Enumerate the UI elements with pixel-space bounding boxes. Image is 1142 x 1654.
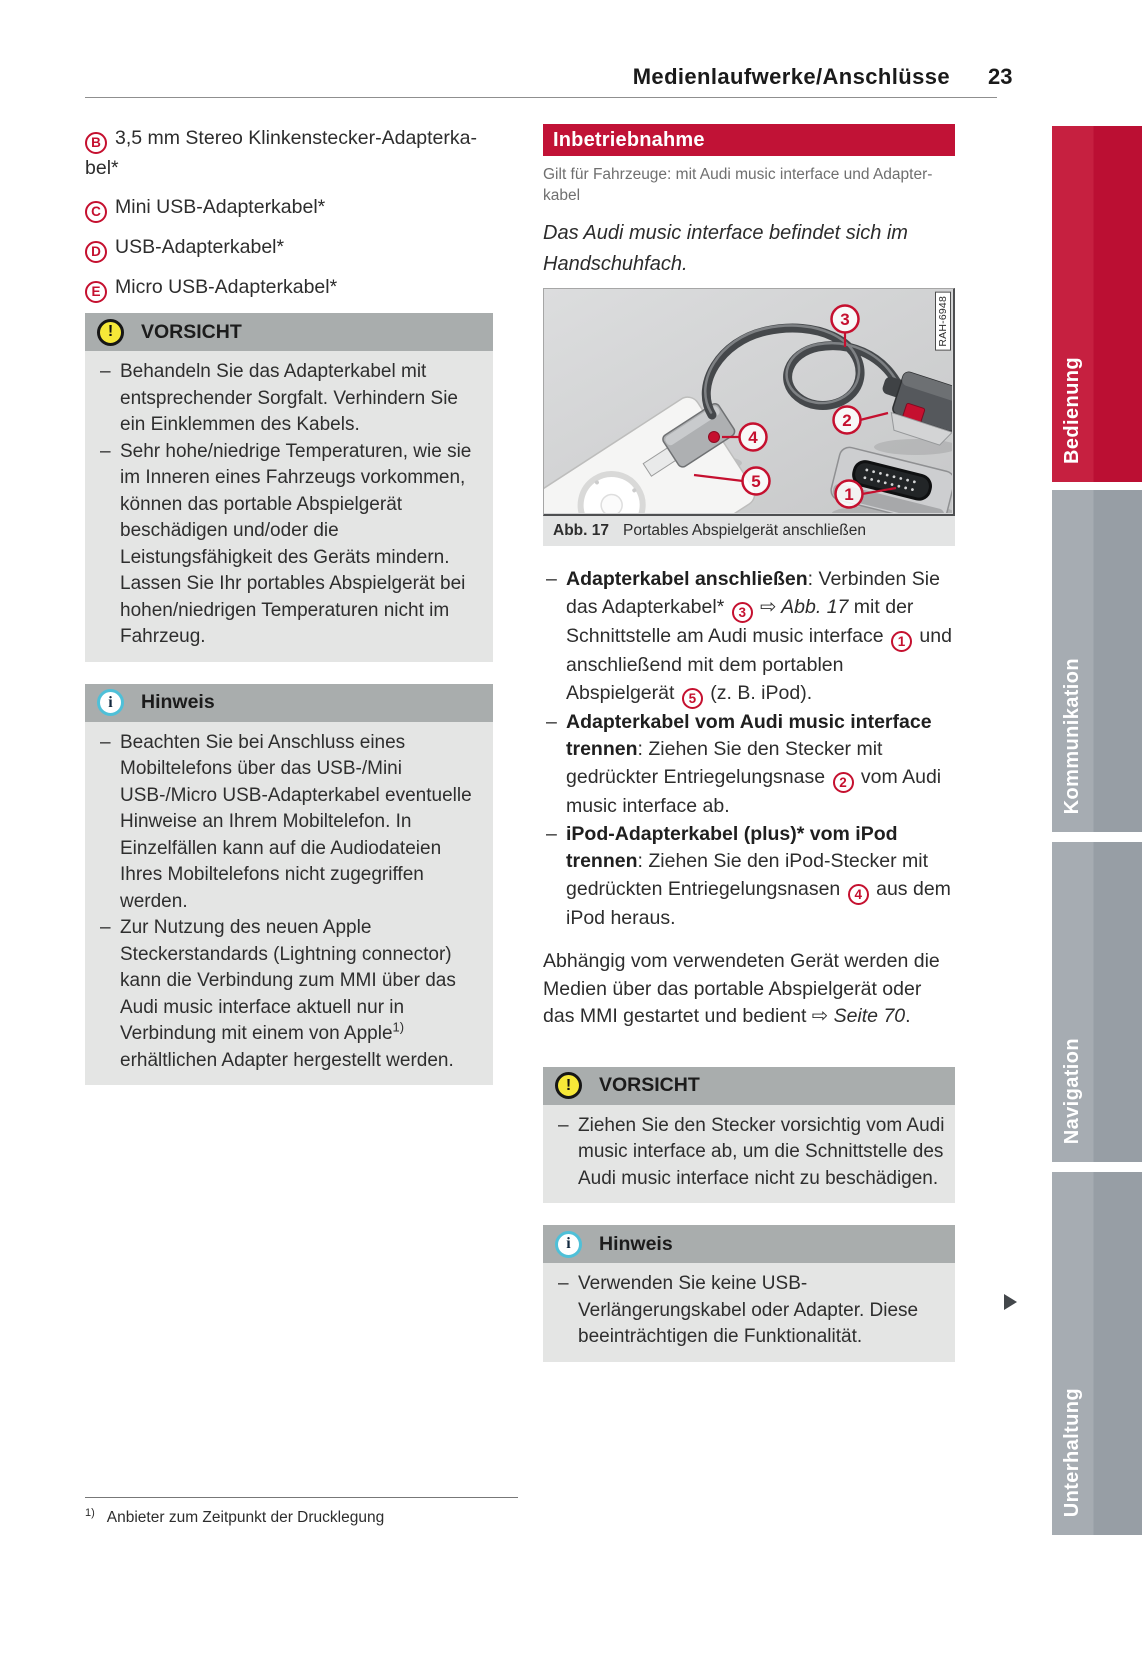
footnote-text: Anbieter zum Zeitpunkt der Drucklegung [106, 1509, 385, 1527]
tab-label: Bedienung [1061, 357, 1083, 464]
note-title: Hinweis [599, 1232, 673, 1255]
tab-navigation [1052, 842, 1142, 1162]
legend-text: USB-Adapterkabel* [115, 236, 285, 258]
note-box [543, 1225, 955, 1362]
legend-item-c [85, 193, 493, 223]
caution-box-body [85, 351, 493, 662]
legend-text: Micro USB-Adapterkabel* [115, 276, 338, 298]
note-box-body [543, 1263, 955, 1362]
figure-code-label: RAH-6948 [935, 292, 951, 351]
section-banner: Inbetriebnahme [543, 124, 955, 156]
caution-item: – Sehr hohe/niedrige Temperaturen, wie sie im Inneren eines Fahrzeugs vorkommen, können das portable Abspielgerät beschädigen und/oder die Leistungsfähigkeit des Geräts mindern. Lassen Sie Ihr portables Abspielgerät bei hohen/niedrigen Temperaturen nicht im Fahrzeug. [97, 439, 483, 651]
note-item: – Zur Nutzung des neuen Apple Steckerstandards (Lightning connector) kann die Verbindung zum MMI über das Audi music interface aktuell nur in Verbindung mit einem von Apple$^{1)}$ erhältlichen Adapter hergestellt werden. [97, 915, 483, 1074]
tab-label: Navigation [1061, 1037, 1083, 1144]
callout-3: 3 [840, 310, 850, 329]
body-paragraph: Abhängig vom verwendeten Gerät werden die Medien über das portable Abspielgerät oder das MMI gestartet und bedient ⇨ Seite 70. [543, 950, 940, 1028]
exclamation-icon: ! [555, 1072, 582, 1099]
info-icon: i [555, 1231, 582, 1258]
caution-title: VORSICHT [599, 1074, 700, 1097]
callout-5: 5 [751, 472, 761, 491]
callout-number: 2 [833, 772, 854, 793]
callout-1: 1 [844, 485, 854, 504]
step-item: – Adapterkabel anschließen: Verbinden Sie das Adapterkabel* 3 ⇨ Abb. 17 mit der Schnittstelle am Audi music interface 1 und anschließend mit dem portablen Abspielgerät 5 (z. B. iPod). [543, 566, 955, 709]
footnote [85, 1507, 518, 1527]
intro-paragraph: Das Audi music interface befindet sich im Handschuhfach. [543, 222, 908, 275]
caution-box-header [85, 313, 493, 351]
tab-label: Unterhaltung [1061, 1387, 1083, 1517]
tab-bedienung [1052, 126, 1142, 482]
note-box-body [85, 722, 493, 1086]
caution-box [543, 1067, 955, 1204]
note-box [85, 684, 493, 1086]
applicability-note [543, 164, 955, 206]
letter-badge-c: C [85, 201, 107, 223]
callout-number: 4 [848, 884, 869, 905]
note-item: – Verwenden Sie keine USB-Verlängerungskabel oder Adapter. Diese beeinträchtigen die Funktionalität. [555, 1271, 945, 1351]
caution-title: VORSICHT [141, 320, 242, 343]
callout-2: 2 [842, 411, 852, 430]
release-button-ipod [709, 432, 720, 443]
applicability-line1: Gilt für Fahrzeuge: mit Audi music interface und Adapter- [543, 166, 933, 183]
legend-text: Mini USB-Adapterkabel* [115, 196, 326, 218]
info-icon: i [97, 689, 124, 716]
letter-badge-d: D [85, 241, 107, 263]
page-continues-arrow-icon [1004, 1294, 1017, 1310]
note-title: Hinweis [141, 691, 215, 713]
figure-caption-text: Portables Abspielgerät anschließen [622, 522, 866, 539]
note-item: – Beachten Sie bei Anschluss eines Mobiltelefons über das USB-/Mini USB-/Micro USB-Adapterkabel eventuelle Hinweise an Ihrem Mobiltelefon. In Einzelfällen kann auf die Audiodateien Ihres Mobiltelefons nicht zugegriffen werden. [97, 730, 483, 916]
caution-box-header [543, 1067, 955, 1105]
callout-number: 1 [891, 631, 912, 652]
callout-4: 4 [748, 428, 758, 447]
tab-label: Kommunikation [1061, 657, 1083, 814]
page-number: 23 [988, 64, 1013, 89]
legend-item-b [85, 124, 493, 183]
right-column [543, 124, 955, 1384]
caution-box-body [543, 1105, 955, 1204]
footnote-marker: 1) [85, 1507, 95, 1519]
header-rule [85, 97, 997, 98]
tab-unterhaltung [1052, 1172, 1142, 1535]
step-list [543, 566, 955, 932]
callout-number: 3 [732, 602, 753, 623]
legend-text: 3,5 mm Stereo Klinkenstecker-Adapterka- [115, 127, 477, 149]
applicability-line2: kabel [543, 187, 581, 204]
letter-badge-b: B [85, 132, 107, 154]
note-box-header [543, 1225, 955, 1263]
letter-badge-e: E [85, 281, 107, 303]
footnote-rule [85, 1497, 518, 1498]
left-column [85, 124, 493, 1107]
step-item: – Adapterkabel vom Audi music interface trennen: Ziehen Sie den Stecker mit gedrückter Entriegelungsnase 2 vom Audi music interface ab. [543, 709, 955, 821]
callout-number: 5 [682, 688, 703, 709]
note-box-header [85, 684, 493, 722]
caution-box [85, 313, 493, 662]
legend-item-e [85, 273, 493, 303]
figure-illustration [544, 289, 952, 513]
figure-caption [543, 516, 955, 546]
caution-item: – Behandeln Sie das Adapterkabel mit entsprechender Sorgfalt. Verhindern Sie ein Einklemmen des Kabels. [97, 359, 483, 439]
exclamation-icon: ! [97, 319, 124, 346]
legend-text-wrap: bel* [85, 157, 119, 179]
caution-item: – Ziehen Sie den Stecker vorsichtig vom Audi music interface ab, um die Schnittstelle des Audi music interface nicht zu beschädigen. [555, 1113, 945, 1193]
legend-item-d [85, 233, 493, 263]
step-item: – iPod-Adapterkabel (plus)* vom iPod trennen: Ziehen Sie den iPod-Stecker mit gedrückten Entriegelungsnasen 4 aus dem iPod heraus. [543, 821, 955, 933]
figure-caption-label: Abb. 17 [553, 522, 609, 539]
page-title: Medienlaufwerke/Anschlüsse [632, 64, 950, 89]
tab-kommunikation [1052, 490, 1142, 832]
figure-abb17 [543, 288, 955, 516]
